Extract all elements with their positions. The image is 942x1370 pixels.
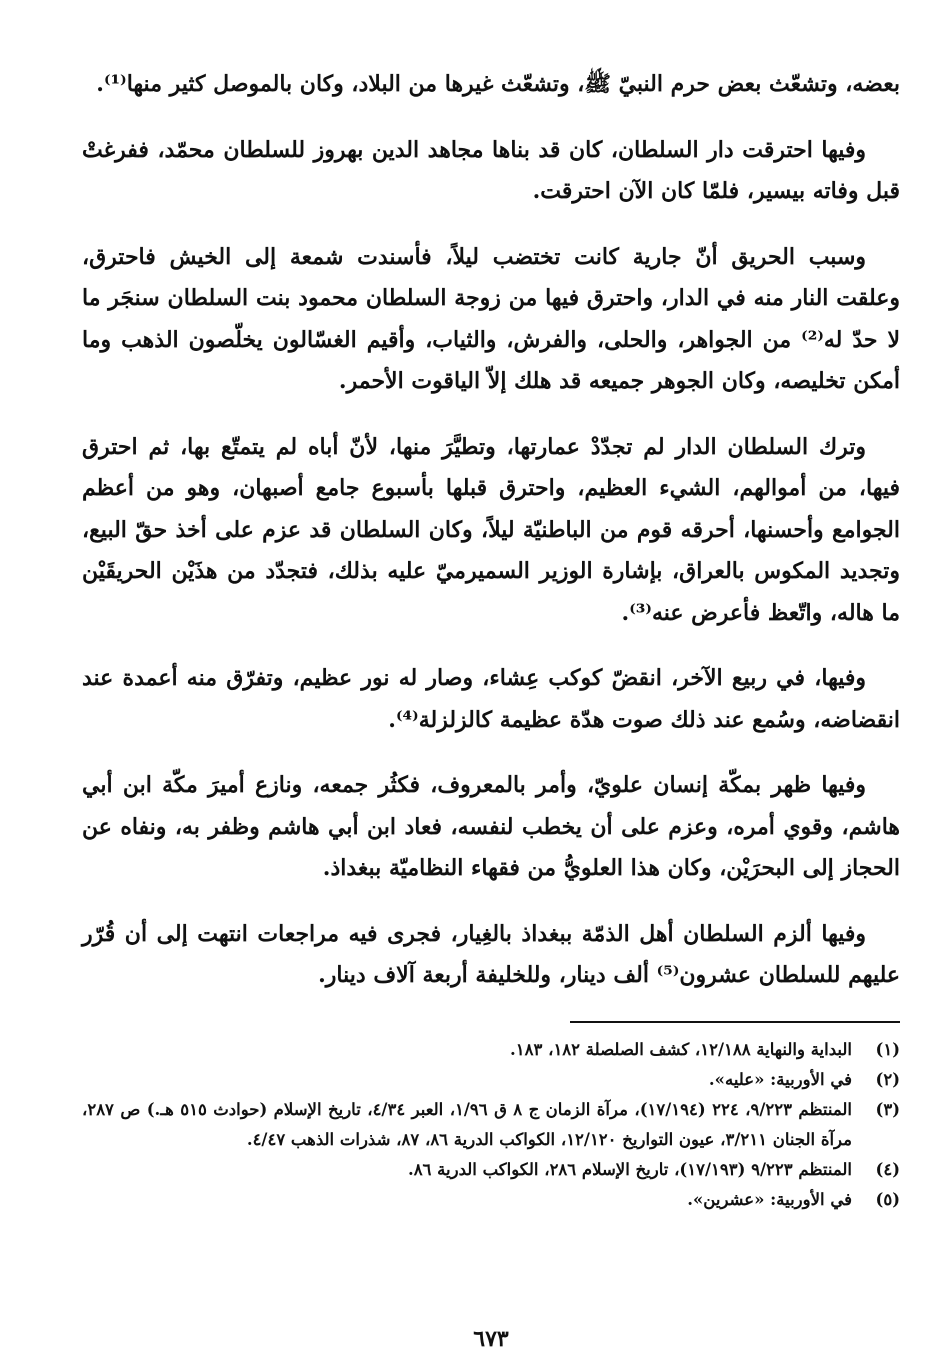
footnote-text: في الأوربية: «عشرين». — [687, 1189, 852, 1209]
footnote-separator — [570, 1021, 900, 1023]
footnote-number: (٤) — [875, 1159, 900, 1179]
paragraph-7: وفيها ألزم السلطان أهل الذمّة ببغداذ بالغِيار، فجرى فيه مراجعات انتهت إلى أن قُرّر عليهم للسلطان عشرون⁽⁵⁾ ألف دينار، وللخليفة أربعة آلاف دينار. — [82, 920, 900, 988]
footnote-2 — [82, 1065, 900, 1095]
book-page — [82, 64, 900, 1354]
footnote-1 — [82, 1035, 900, 1065]
footnotes — [82, 1035, 900, 1215]
footnote-4 — [82, 1155, 900, 1185]
footnote-number: (٣) — [875, 1099, 900, 1119]
footnote-text: في الأوربية: «عليه». — [708, 1069, 852, 1089]
footnote-5 — [82, 1185, 900, 1215]
footnote-number: (٥) — [875, 1189, 900, 1209]
paragraph-3: وسبب الحريق أنّ جارية كانت تختضب ليلاً، فأسندت شمعة إلى الخيش فاحترق، وعلقت النار منه في الدار، واحترق فيها من زوجة السلطان محمود بنت السلطان سنجَر ما لا حدّ له⁽²⁾ من الجواهر، والحلى، والفرش، والثياب، وأقيم الغسّالون يخلّصون الذهب وما أمكن تخليصه، وكان الجوهر جميعه قد هلك إلاّ الياقوت الأحمر. — [82, 243, 900, 394]
main-text — [82, 64, 900, 997]
page-number: ٦٧٣ — [473, 1326, 509, 1352]
paragraph-4: وترك السلطان الدار لم تجدّدْ عمارتها، وتطيَّرَ منها، لأنّ أباه لم يتمتّع بها، ثم احترق فيها، من أموالهم، الشيء العظيم، واحترق قبلها بأسبوع جامع أصبهان، وهو من أعظم الجوامع وأحسنها، أحرقه قوم من الباطنيّة ليلاً، وكان السلطان قد عزم على أخذ حقّ البيع، وتجديد المكوس بالعراق، بإشارة الوزير السميرميّ عليه بذلك، فتجدّد من هذَيْن الحريقَيْن ما هاله، واتّعظ فأعرض عنه⁽³⁾. — [82, 433, 900, 626]
paragraph-5: وفيها، في ربيع الآخر، انقضّ كوكب عِشاء، وصار له نور عظيم، وتفرّق منه أعمدة عند انقضاضه، وسُمع عند ذلك صوت هدّة عظيمة كالزلزلة⁽⁴⁾. — [82, 665, 900, 733]
footnote-text: المنتظم ٩/٢٢٣، ٢٢٤ (١٧/١٩٤)، مرآة الزمان ج ٨ ق ١/٩٦، العبر ٤/٣٤، تاريخ الإسلام (حوادث ٥١٥ هـ.) ص ٢٨٧، مرآة الجنان ٣/٢١١، عيون التواريخ ١٢/١٢٠، الكواكب الدرية ٨٦، ٨٧، شذرات الذهب ٤/٤٧. — [82, 1099, 852, 1149]
footnote-number: (١) — [875, 1039, 900, 1059]
paragraph-2: وفيها احترقت دار السلطان، كان قد بناها مجاهد الدين بهروز للسلطان محمّد، ففرغتْ قبل وفاته بيسير، فلمّا كان الآن احترقت. — [82, 136, 900, 204]
footnote-text: البداية والنهاية ١٢/١٨٨، كشف الصلصلة ١٨٢، ١٨٣. — [510, 1039, 852, 1059]
paragraph-6: وفيها ظهر بمكّة إنسان علويّ، وأمر بالمعروف، فكثُر جمعه، ونازع أميرَ مكّة ابن أبي هاشم، وقوي أمره، وعزم على أن يخطب لنفسه، فعاد ابن أبي هاشم وظفر به، ونفاه عن الحجاز إلى البحرَيْن، وكان هذا العلويُّ من فقهاء النظاميّة ببغداذ. — [82, 772, 900, 881]
footnote-text: المنتظم ٩/٢٢٣ (١٧/١٩٣)، تاريخ الإسلام ٢٨٦، الكواكب الدرية ٨٦. — [407, 1159, 852, 1179]
paragraph-1: بعضه، وتشعّث بعض حرم النبيّ ﷺ، وتشعّث غيرها من البلاد، وكان بالموصل كثير منها⁽¹⁾. — [96, 71, 900, 97]
footnote-number: (٢) — [875, 1069, 900, 1089]
footnote-3 — [82, 1095, 900, 1155]
